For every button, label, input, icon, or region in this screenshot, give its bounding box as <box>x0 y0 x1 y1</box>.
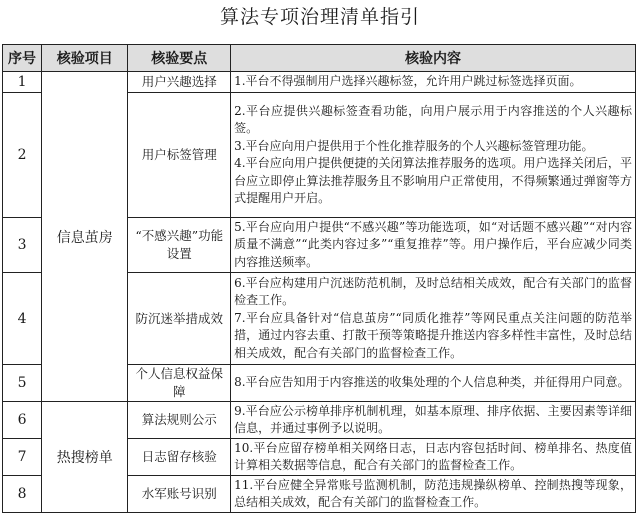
page-title: 算法专项治理清单指引 <box>219 6 420 28</box>
check-content <box>231 93 636 218</box>
content-paragraph: 11.平台应健全异常账号监测机制，防范违规操纵榜单、控制热搜等现象，总结相关成效，配合有关部门的监督检查工作。 <box>234 477 632 509</box>
row-number: 5 <box>3 365 42 402</box>
row-number: 2 <box>3 93 42 218</box>
content-paragraph: 10.平台应留存榜单相关网络日志，日志内容包括时间、榜单排名、热度值计算相关数据等信息，配合有关部门的监督检查工作。 <box>234 440 632 472</box>
content-paragraph: 6.平台应构建用户沉迷防范机制，及时总结相关成效，配合有关部门的监督检查工作。 <box>234 275 632 308</box>
check-content <box>231 72 636 93</box>
content-paragraph: 5.平台应向用户提供“不感兴趣”等功能选项，如“对话题不感兴趣”“对内容质量不满意”“此类内容过多”“重复推荐”等。用户操作后，平台应减少同类内容推送频率。 <box>234 219 632 269</box>
row-number: 8 <box>3 476 42 513</box>
check-point: 个人信息权益保障 <box>128 365 231 402</box>
check-content <box>231 273 636 365</box>
table-row <box>3 72 636 93</box>
group-hot-list: 热搜榜单 <box>42 402 128 513</box>
content-paragraph: 3.平台应向用户提供用于个性化推荐服务的个人兴趣标签管理功能。 <box>234 138 594 153</box>
header-row <box>3 45 636 72</box>
check-point: 用户标签管理 <box>128 93 231 218</box>
check-point: 算法规则公示 <box>128 402 231 439</box>
table-row <box>3 402 636 439</box>
header-content: 核验内容 <box>231 45 636 72</box>
group-info-cocoon: 信息茧房 <box>42 72 128 402</box>
content-paragraph: 4.平台应向用户提供便捷的关闭算法推荐服务的选项。用户选择关闭后，平台应立即停止算法推荐服务且不影响用户正常使用，不得频繁通过弹窗等方式提醒用户开启。 <box>234 156 632 205</box>
header-item: 核验项目 <box>42 45 128 72</box>
content-paragraph: 1.平台不得强制用户选择兴趣标签，允许用户跳过标签选择页面。 <box>234 74 582 89</box>
content-paragraph: 8.平台应告知用于内容推送的收集处理的个人信息种类，并征得用户同意。 <box>234 375 630 390</box>
header-number: 序号 <box>3 45 42 72</box>
row-number: 6 <box>3 402 42 439</box>
check-content <box>231 439 636 476</box>
check-content <box>231 218 636 273</box>
row-number: 4 <box>3 273 42 365</box>
content-paragraph: 9.平台应公示榜单排序机制机理，如基本原理、排序依据、主要因素等详细信息，并通过事例予以说明。 <box>234 403 632 435</box>
content-paragraph: 7.平台应具备针对“信息茧房”“同质化推荐”等网民重点关注问题的防范举措，通过内容去重、打散干预等策略提升推送内容多样性丰富性，及时总结相关成效，配合有关部门的监督检查工作。 <box>234 310 632 360</box>
content-paragraph: 2.平台应提供兴趣标签查看功能，向用户展示用于内容推送的个人兴趣标签。 <box>234 103 632 135</box>
header-point: 核验要点 <box>128 45 231 72</box>
check-point: 用户兴趣选择 <box>128 72 231 93</box>
check-point: 日志留存核验 <box>128 439 231 476</box>
row-number: 3 <box>3 218 42 273</box>
check-content <box>231 365 636 402</box>
checklist-table <box>2 44 636 513</box>
check-content <box>231 476 636 513</box>
check-point: 水军账号识别 <box>128 476 231 513</box>
row-number: 7 <box>3 439 42 476</box>
row-number: 1 <box>3 72 42 93</box>
check-point: 防沉迷举措成效 <box>128 273 231 365</box>
check-content <box>231 402 636 439</box>
check-point: “不感兴趣”功能设置 <box>128 218 231 273</box>
